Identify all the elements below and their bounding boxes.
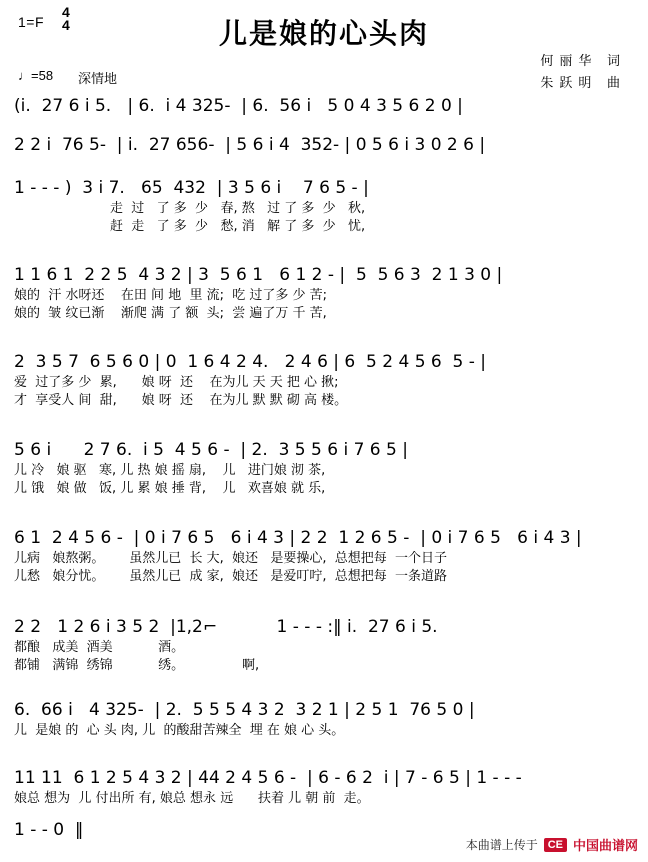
music-system-8 (14, 617, 634, 675)
music-system-10 (14, 768, 634, 808)
notation-line: (i. 27 6 i 5. | 6. i 4 325- | 6. 56 i 5 0 4 3 5 6 2 0 | (14, 96, 463, 116)
music-system-1 (14, 96, 634, 116)
music-system-2 (14, 135, 634, 155)
lyric-line-verse2: 都铺 满锦 绣锦 绣。 啊, (14, 658, 260, 673)
key-signature: 1=F (18, 14, 45, 30)
lyric-line-verse2: 娘的 皱 纹已渐 渐爬 满 了 额 头; 尝 遍了万 千 苦, (14, 306, 327, 321)
time-signature-top: 4 (62, 4, 70, 20)
notation-line: 1 1 6 1 2 2 5 4 3 2 | 3 5 6 1 6 1 2 - | 5 5 6 3 2 1 3 0 | (14, 265, 503, 285)
lyric-line-verse1: 儿 冷 娘 驱 寒, 儿 热 娘 摇 扇, 儿 进门娘 沏 茶, (14, 463, 326, 478)
notation-line: 5 6 i 2 7 6. i 5 4 5 6 - | 2. 3 5 5 6 i 7 6 5 | (14, 440, 408, 460)
notation-line: 6. 66 i 4 325- | 2. 5 5 5 4 3 2 3 2 1 | 2 5 1 76 5 0 | (14, 700, 475, 720)
time-signature-bottom: 4 (62, 17, 70, 33)
expression-marking: 深情地 (78, 71, 118, 86)
notation-line: 6 1 2 4 5 6 - | 0 i 7 6 5 6 i 4 3 | 2 2 1 2 6 5 - | 0 i 7 6 5 6 i 4 3 | (14, 528, 582, 548)
music-system-6 (14, 440, 634, 498)
footer-text: 本曲谱上传于 (465, 838, 538, 852)
music-system-7 (14, 528, 634, 586)
music-system-4 (14, 265, 634, 323)
composer-credit: 朱跃明 曲 (540, 75, 626, 90)
music-system-3 (14, 178, 634, 236)
site-name[interactable]: 中国曲谱网 (572, 838, 638, 853)
notation-line: 11 11 6 1 2 5 4 3 2 | 44 2 4 5 6 - | 6 - 6 2 i | 7 - 6 5 | 1 - - - (14, 768, 522, 788)
lyric-line-verse1: 都酿 成美 酒美 酒。 (14, 640, 185, 655)
lyric-line-verse2: 儿 饿 娘 做 饭, 儿 累 娘 捶 背, 儿 欢喜娘 就 乐, (14, 481, 326, 496)
notation-line: 2 3 5 7 6 5 6 0 | 0 1 6 4 2 4. 2 4 6 | 6 5 2 4 5 6 5 - | (14, 352, 487, 372)
lyric-line-verse1: 走 过 了 多 少 春, 熬 过 了 多 少 秋, (110, 201, 366, 216)
lyric-line-verse2: 儿愁 娘分忧。 虽然儿已 成 家, 娘还 是爱叮咛, 总想把每 一条道路 (14, 569, 448, 584)
lyric-line-verse1: 娘总 想为 儿 付出所 有, 娘总 想永 远 扶着 儿 朝 前 走。 (14, 791, 370, 806)
notation-line: 2 2 1 2 6 i 3 5 2 |1,2⌐ 1 - - - :‖ i. 27 6 i 5. (14, 617, 438, 637)
lyricist-credit: 何丽华 词 (540, 53, 626, 68)
notation-line-final: 1 - - 0 ‖ (14, 820, 84, 840)
lyric-line-verse1: 爱 过了多 少 累, 娘 呀 还 在为儿 天 天 把 心 揪; (14, 375, 339, 390)
lyric-line-verse1: 娘的 汗 水呀还 在田 间 地 里 流; 吃 过了多 少 苦; (14, 288, 328, 303)
music-system-5 (14, 352, 634, 410)
notation-line: 2 2 i 76 5- | i. 27 656- | 5 6 i 4 352- | 0 5 6 i 3 0 2 6 | (14, 135, 486, 155)
tempo-marking: ♩=58 (18, 68, 54, 83)
footer-credit (466, 835, 638, 854)
lyric-line-verse2: 赶 走 了 多 少 愁, 消 解 了 多 少 忧, (110, 219, 366, 234)
lyric-line-verse1: 儿 是娘 的 心 头 肉, 儿 的酸甜苦辣全 埋 在 娘 心 头。 (14, 723, 345, 738)
lyric-line-verse1: 儿病 娘熬粥。 虽然儿已 长 大, 娘还 是要操心, 总想把每 一个日子 (14, 551, 448, 566)
notation-line: 1 - - - ) 3 i 7. 65 432 | 3 5 6 i 7 6 5 - | (14, 178, 369, 198)
site-logo-icon: CE (544, 838, 567, 852)
lyric-line-verse2: 才 享受人 间 甜, 娘 呀 还 在为儿 默 默 砌 高 楼。 (14, 393, 348, 408)
page-title: 儿是娘的心头肉 (218, 17, 429, 50)
music-system-9 (14, 700, 634, 740)
